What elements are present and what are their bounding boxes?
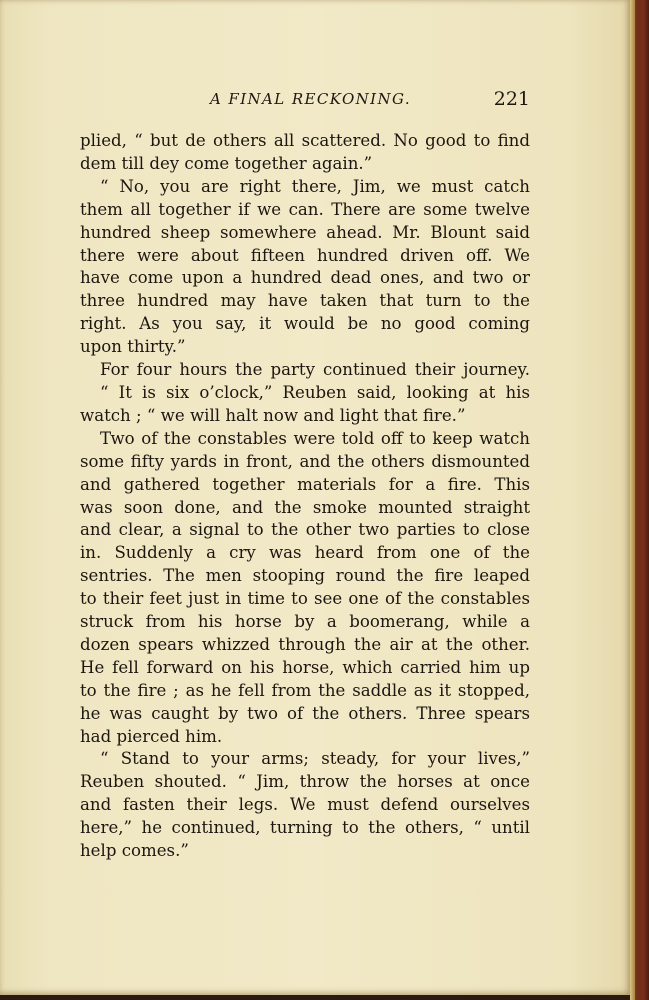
text-line: Two of the constables were told off to keep watch [100, 428, 530, 448]
text-line: sentries. The men stooping round the fire leaped [80, 566, 530, 586]
text-line: three hundred may have taken that turn to the [80, 291, 530, 311]
text-line: to their feet just in time to see one of the constables [80, 589, 530, 609]
text-line: struck from his horse by a boomerang, while a [80, 612, 530, 632]
text-line: “ It is six o’clock,” Reuben said, looking at his [100, 382, 530, 402]
text-line: He fell forward on his horse, which carried him up [80, 657, 530, 677]
text-line: and fasten their legs. We must defend ourselves [80, 795, 530, 815]
text-line: in. Suddenly a cry was heard from one of the [80, 543, 530, 563]
text-line: was soon done, and the smoke mounted straight [80, 497, 530, 517]
text-line: have come upon a hundred dead ones, and two or [80, 268, 530, 288]
page-header [80, 88, 532, 114]
text-line: he was caught by two of the others. Three spears [80, 703, 530, 723]
text-line: some fifty yards in front, and the others dismounted [80, 451, 530, 471]
text-line: and gathered together materials for a fire. This [80, 474, 530, 494]
text-line: dozen spears whizzed through the air at the other. [80, 634, 530, 654]
running-title: A FINAL RECKONING. [210, 90, 412, 108]
text-line: plied, “ but de others all scattered. No good to find [80, 131, 530, 150]
text-line: For four hours the party continued their journey. [100, 360, 530, 380]
text-line: them all together if we can. There are some twelve [80, 199, 530, 219]
text-line: upon thirty.” [80, 337, 186, 357]
text-line: Reuben shouted. “ Jim, throw the horses at once [80, 772, 530, 792]
text-line: to the fire ; as he fell from the saddle as it stopped, [80, 680, 530, 700]
text-line: help comes.” [80, 841, 189, 861]
text-line: watch ; “ we will halt now and light that fire.” [80, 405, 466, 425]
page-number: 221 [493, 88, 530, 110]
text-line: hundred sheep somewhere ahead. Mr. Blount said [80, 222, 530, 242]
body-text [80, 130, 530, 863]
text-line: and clear, a signal to the other two parties to close [80, 520, 530, 540]
text-line: there were about fifteen hundred driven off. We [80, 245, 530, 265]
text-line: had pierced him. [80, 726, 223, 746]
text-line: “ No, you are right there, Jim, we must catch [100, 176, 530, 196]
text-line: “ Stand to your arms; steady, for your lives,” [100, 749, 530, 769]
text-line: dem till dey come together again.” [80, 153, 373, 173]
book-edge [630, 0, 649, 1000]
text-line: right. As you say, it would be no good coming [80, 314, 530, 334]
text-line: here,” he continued, turning to the others, “ until [80, 818, 530, 838]
